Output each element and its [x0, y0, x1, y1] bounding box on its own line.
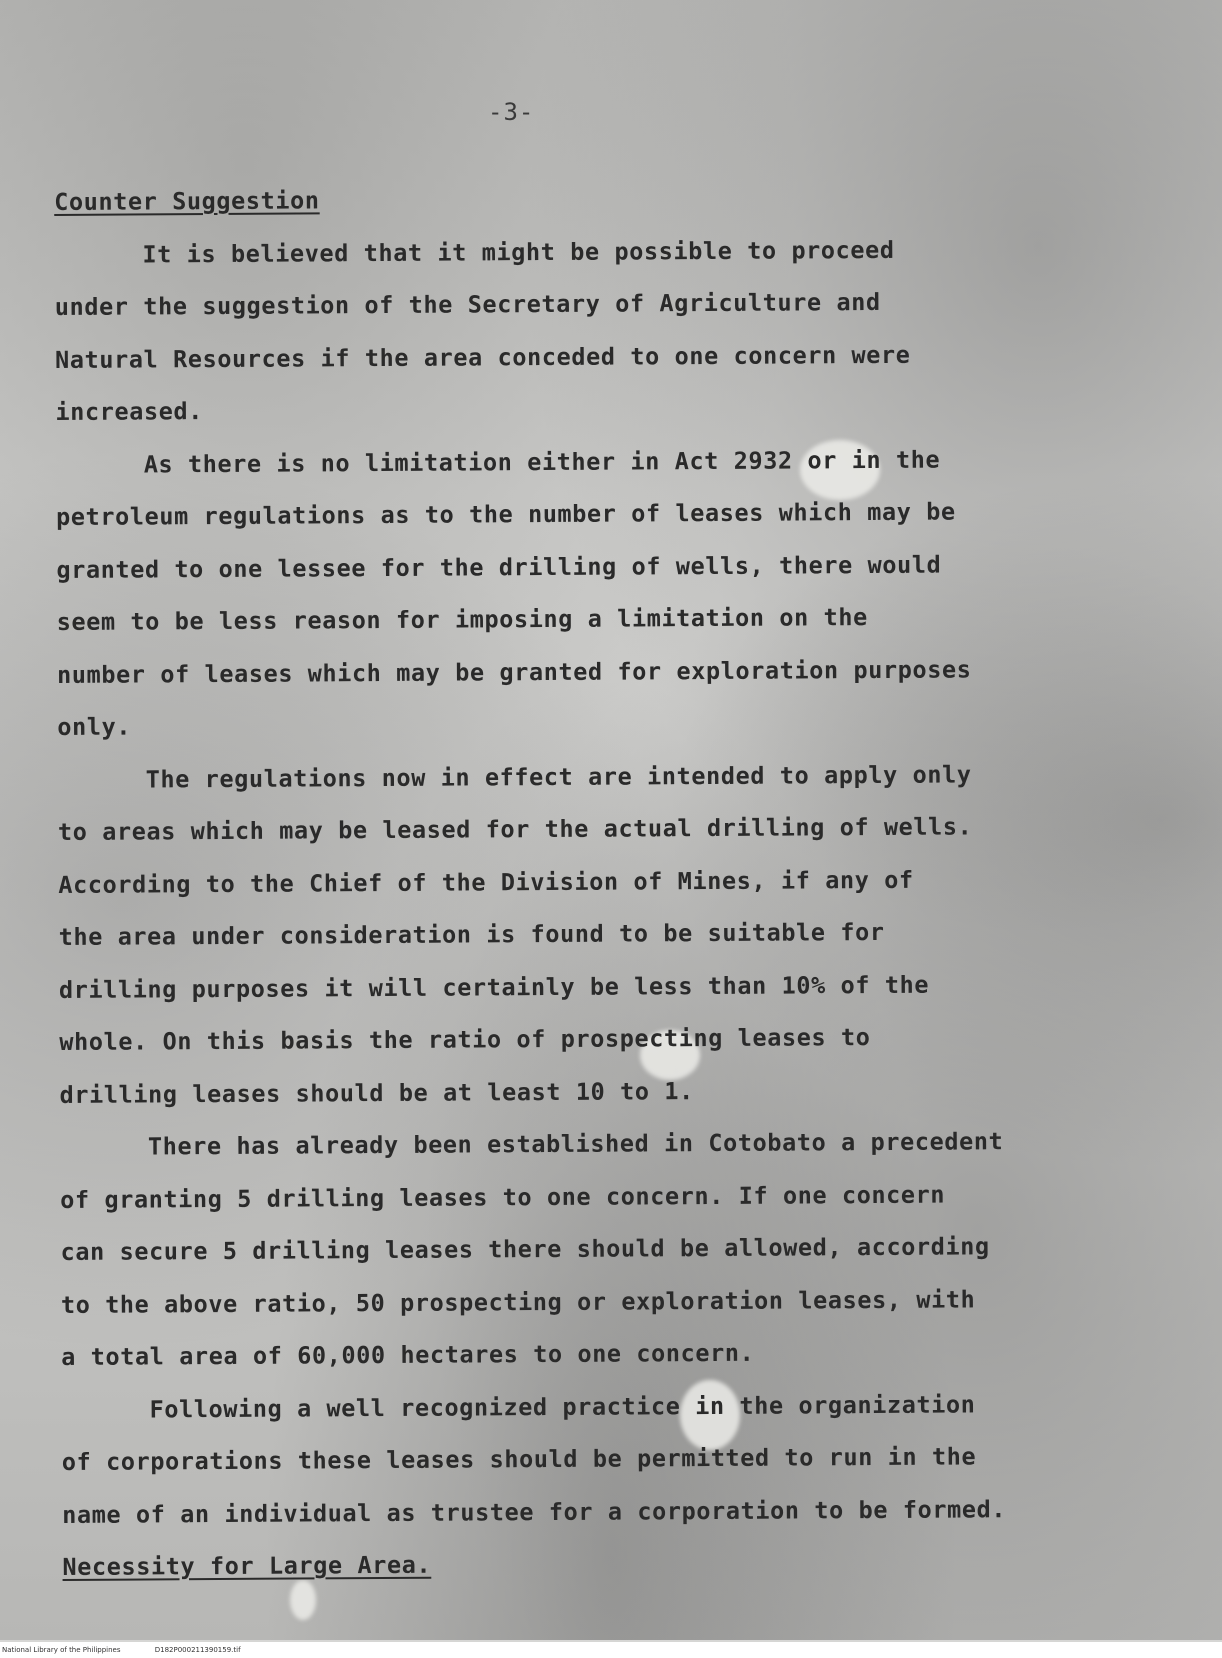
text-line: drilling purposes it will certainly be less than 10% of the [58, 970, 930, 1004]
text-line: of granting 5 drilling leases to one concern. If one concern [60, 1180, 946, 1214]
text-line: granted to one lessee for the drilling of wells, there would [56, 550, 942, 584]
section-heading-counter-suggestion: Counter Suggestion [54, 186, 320, 216]
text-line: Natural Resources if the area conceded to one concern were [55, 340, 911, 374]
document-body [54, 169, 1183, 1593]
text-line: drilling leases should be at least 10 to 1. [59, 1076, 694, 1109]
text-line: a total area of 60,000 hectares to one concern. [61, 1338, 755, 1371]
text-line: petroleum regulations as to the number of leases which may be [55, 497, 956, 531]
text-line: whole. On this basis the ratio of prospecting leases to [59, 1023, 871, 1056]
text-line: As there is no limitation either in Act 2932 or in the [143, 445, 941, 478]
text-line: The regulations now in effect are intended to apply only [145, 759, 972, 793]
text-line: increased. [55, 397, 204, 426]
page-number: -3- [488, 98, 535, 126]
text-line: the area under consideration is found to be suitable for [58, 917, 885, 951]
text-line: only. [57, 712, 132, 741]
text-line: under the suggestion of the Secretary of Agriculture and [54, 287, 881, 321]
text-line: According to the Chief of the Division of Mines, if any of [58, 865, 914, 899]
text-line: number of leases which may be granted for exploration purposes [56, 654, 972, 689]
scan-footer [0, 1642, 1222, 1658]
text-line: can secure 5 drilling leases there should be allowed, according [60, 1232, 990, 1266]
text-line: name of an individual as trustee for a corporation to be formed. [62, 1494, 1007, 1529]
text-line: to areas which may be leased for the actual drilling of wells. [57, 812, 973, 846]
text-line: of corporations these leases should be permitted to run in the [61, 1442, 977, 1476]
text-line: There has already been established in Cotobato a precedent [147, 1127, 1004, 1161]
footer-library: National Library of the Philippines [2, 1646, 121, 1654]
text-line: to the above ratio, 50 prospecting or exploration leases, with [60, 1284, 976, 1319]
footer-file: D182P000211390159.tif [154, 1646, 241, 1654]
text-line: Following a well recognized practice in the organization [149, 1389, 976, 1423]
text-line: It is believed that it might be possible to proceed [142, 235, 895, 268]
text-line: seem to be less reason for imposing a limitation on the [56, 603, 868, 636]
section-heading-necessity: Necessity for Large Area. [62, 1550, 432, 1581]
